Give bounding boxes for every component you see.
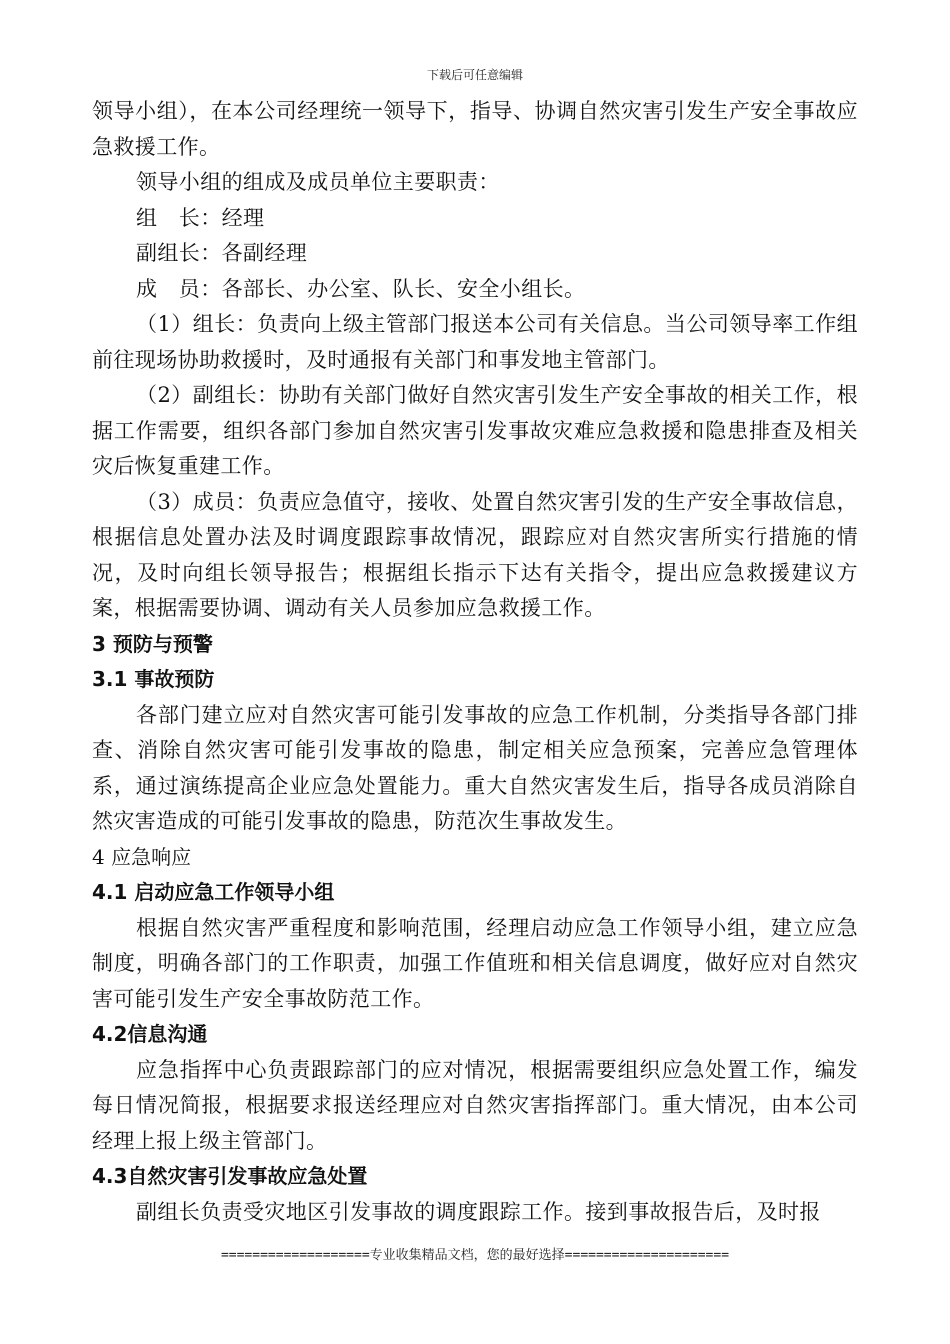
paragraph: 根据自然灾害严重程度和影响范围，经理启动应急工作领导小组，建立应急制度，明确各部门的工作职责，加强工作值班和相关信息调度，做好应对自然灾害可能引发生产安全事故防范工作。 [92,915,858,1011]
paragraph: 应急指挥中心负责跟踪部门的应对情况，根据需要组织应急处置工作，编发每日情况简报，根据要求报送经理应对自然灾害指挥部门。重大情况，由本公司经理上报上级主管部门。 [92,1057,858,1153]
section-heading: 3 预防与预警 [92,631,213,656]
paragraph: 副组长负责受灾地区引发事故的调度跟踪工作。接到事故报告后，及时报 [136,1199,821,1224]
section-heading: 4 应急响应 [92,844,192,869]
paragraph: 成 员：各部长、办公室、队长、安全小组长。 [136,276,586,301]
section-heading: 4.1 启动应急工作领导小组 [92,880,335,904]
document-body [92,94,858,1230]
section-heading: 4.2信息沟通 [92,1022,208,1046]
paragraph: （3）成员：负责应急值守，接收、处置自然灾害引发的生产安全事故信息，根据信息处置办法及时调度跟踪事故情况，跟踪应对自然灾害所实行措施的情况，及时向组长领导报告；根据组长指示下达有关指令，提出应急救援建议方案，根据需要协调、调动有关人员参加应急救援工作。 [92,489,858,620]
section-heading: 4.3自然灾害引发事故应急处置 [92,1164,368,1188]
paragraph: 组 长：经理 [136,205,265,230]
page-header: 下载后可任意编辑 [426,68,523,82]
paragraph: 领导小组的组成及成员单位主要职责： [136,170,500,194]
page-footer: ===================专业收集精品文档，您的最好选择===================== [220,1248,730,1263]
paragraph: （2）副组长：协助有关部门做好自然灾害引发生产安全事故的相关工作，根据工作需要，组织各部门参加自然灾害引发事故灾难应急救援和隐患排查及相关灾后恢复重建工作。 [92,383,858,478]
paragraph: 领导小组），在本公司经理统一领导下，指导、协调自然灾害引发生产安全事故应急救援工作。 [92,99,858,159]
paragraph: 副组长：各副经理 [136,241,308,265]
paragraph: 各部门建立应对自然灾害可能引发事故的应急工作机制，分类指导各部门排查、消除自然灾害可能引发事故的隐患，制定相关应急预案，完善应急管理体系，通过演练提高企业应急处置能力。重大自然灾害发生后，指导各成员消除自然灾害造成的可能引发事故的隐患，防范次生事故发生。 [92,702,858,833]
section-heading: 3.1 事故预防 [92,667,215,691]
paragraph: （1）组长：负责向上级主管部门报送本公司有关信息。当公司领导率工作组前往现场协助救援时，及时通报有关部门和事发地主管部门。 [92,312,858,372]
